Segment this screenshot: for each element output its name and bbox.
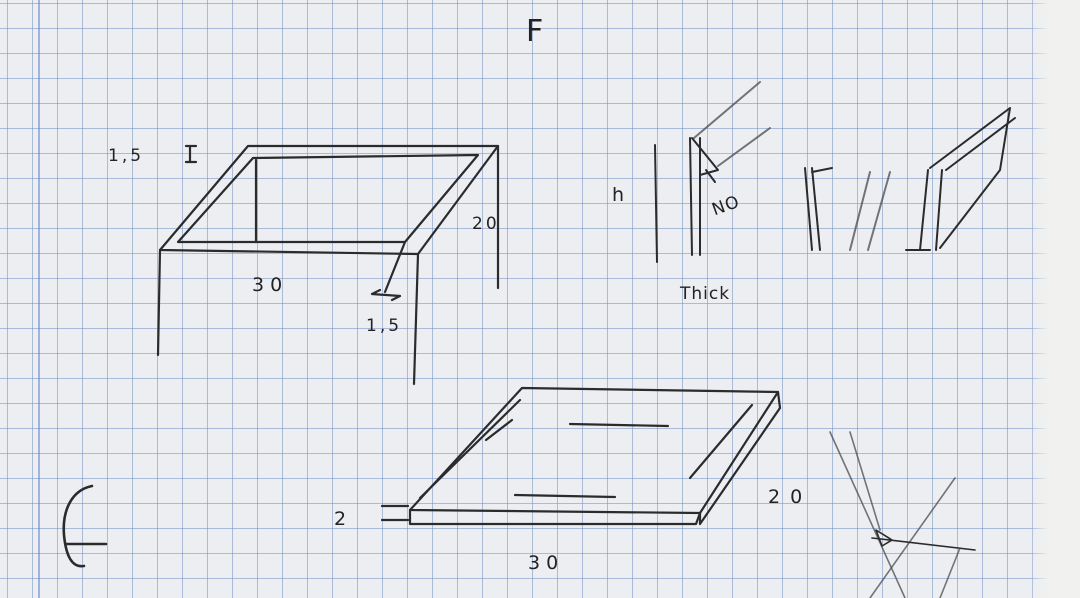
profile-sketches <box>655 82 1015 262</box>
tray-thickness-label: 2 <box>334 508 353 530</box>
corner-bracket-mark <box>64 486 106 566</box>
top-frame-drawing <box>158 146 498 384</box>
tray-width-label: 30 <box>528 552 565 574</box>
tray-depth-label: 20 <box>768 486 813 508</box>
top-mark-letter: F <box>526 14 550 49</box>
profile-side-note: NO <box>709 191 743 221</box>
corner-geometry-sketch <box>830 432 975 598</box>
frame-border-top-label: 1,5 <box>108 146 145 166</box>
thickness-note: Thick <box>680 284 731 304</box>
bottom-tray-drawing <box>382 388 780 524</box>
frame-width-label: 30 <box>252 274 289 296</box>
frame-depth-label: 20 <box>472 214 500 234</box>
frame-border-side-label: 1,5 <box>366 316 403 336</box>
height-mark-letter: h <box>612 184 631 206</box>
